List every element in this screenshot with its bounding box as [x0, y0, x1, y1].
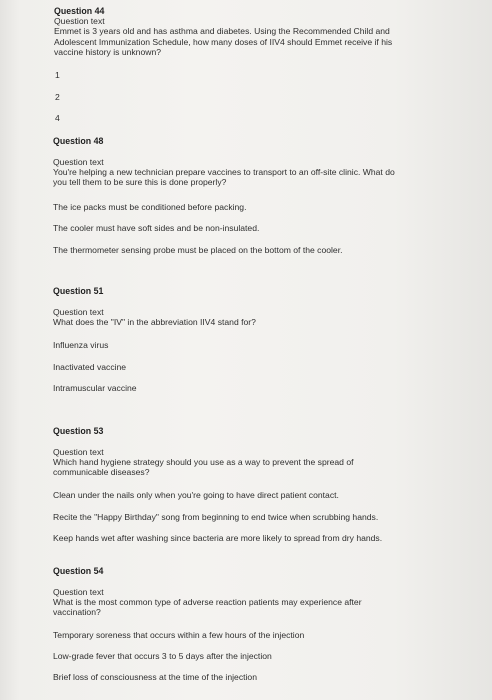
- question-title: Question 54: [53, 566, 104, 576]
- answer-option[interactable]: The cooler must have soft sides and be non-insulated.: [53, 223, 260, 233]
- question-title: Question 53: [53, 426, 104, 436]
- answer-option[interactable]: The thermometer sensing probe must be placed on the bottom of the cooler.: [53, 245, 343, 255]
- question-block: [53, 136, 413, 146]
- answer-option[interactable]: 4: [55, 113, 60, 123]
- question-title: Question 48: [53, 136, 104, 146]
- question-text-label: Question text: [54, 16, 105, 27]
- question-text-label: Question text: [53, 157, 104, 167]
- question-block: [53, 286, 413, 296]
- question-body: [53, 587, 398, 618]
- question-block: [53, 566, 413, 576]
- question-text: Which hand hygiene strategy should you use as a way to prevent the spread of communicable diseases?: [53, 457, 354, 478]
- question-text: What does the "IV" in the abbreviation IIV4 stand for?: [53, 317, 256, 328]
- question-title: Question 51: [53, 286, 104, 296]
- answer-option[interactable]: 2: [55, 92, 60, 102]
- answer-option[interactable]: Temporary soreness that occurs within a few hours of the injection: [53, 630, 305, 640]
- answer-option[interactable]: Clean under the nails only when you're going to have direct patient contact.: [53, 490, 339, 500]
- answer-option[interactable]: The ice packs must be conditioned before packing.: [53, 202, 247, 212]
- question-text-label: Question text: [53, 447, 104, 457]
- question-text-label: Question text: [53, 307, 104, 317]
- question-text: What is the most common type of adverse reaction patients may experience after vaccination?: [53, 597, 362, 618]
- question-title: Question 44: [54, 6, 105, 16]
- question-text: You're helping a new technician prepare vaccines to transport to an off-site clinic. What do you tell them to be sure this is done properly?: [53, 167, 395, 188]
- question-text: Emmet is 3 years old and has asthma and diabetes. Using the Recommended Child and Adolescent Immunization Schedule, how many doses of IIV4 should Emmet receive if his vaccine history is unknown?: [54, 26, 393, 57]
- answer-option[interactable]: 1: [55, 70, 60, 80]
- answer-option[interactable]: Influenza virus: [53, 340, 109, 350]
- answer-option[interactable]: Inactivated vaccine: [53, 362, 127, 372]
- question-body: [53, 307, 413, 327]
- answer-option[interactable]: Brief loss of consciousness at the time of the injection: [53, 672, 257, 682]
- question-body: [53, 157, 398, 188]
- answer-option[interactable]: Keep hands wet after washing since bacteria are more likely to spread from dry hands.: [53, 533, 383, 543]
- answer-option[interactable]: Intramuscular vaccine: [53, 383, 137, 393]
- answer-option[interactable]: Low-grade fever that occurs 3 to 5 days after the injection: [53, 651, 272, 661]
- answer-option[interactable]: Recite the "Happy Birthday" song from beginning to end twice when scrubbing hands.: [53, 512, 379, 522]
- question-body: [53, 447, 388, 478]
- question-block: [53, 426, 413, 436]
- question-text-label: Question text: [53, 587, 104, 597]
- question-block: [54, 6, 414, 57]
